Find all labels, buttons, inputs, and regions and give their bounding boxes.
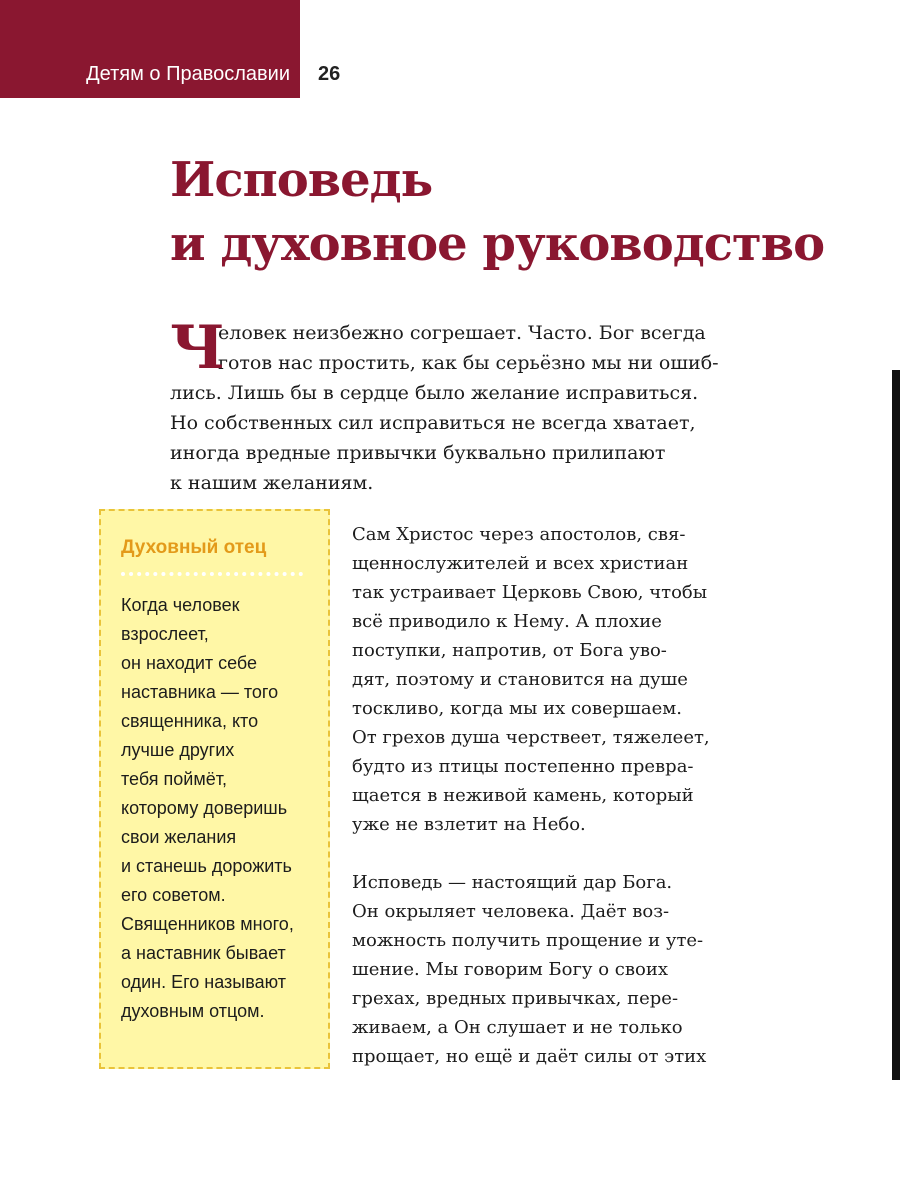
dotted-divider bbox=[121, 572, 303, 576]
sidebar-line: его советом. bbox=[121, 885, 226, 905]
text-line: тоскливо, когда мы их совершаем. bbox=[352, 698, 683, 719]
text-line: дят, поэтому и становится на душе bbox=[352, 669, 688, 690]
chapter-title-line: Исповедь bbox=[170, 152, 433, 208]
sidebar-text bbox=[121, 591, 294, 1026]
text-line: Исповедь — настоящий дар Бога. bbox=[352, 872, 673, 893]
chapter-title-line: и духовное руководство bbox=[170, 216, 825, 272]
sidebar-line: и станешь дорожить bbox=[121, 856, 292, 876]
sidebar-line: свои желания bbox=[121, 827, 237, 847]
sidebar-line: тебя поймёт, bbox=[121, 769, 227, 789]
text-line: так устраивает Церковь Свою, чтобы bbox=[352, 582, 708, 603]
drop-cap: Ч bbox=[170, 313, 225, 383]
paragraph-christ bbox=[352, 520, 742, 839]
sidebar-line: наставника — того bbox=[121, 682, 279, 702]
dropcap-row bbox=[170, 313, 750, 383]
intro-line: Но собственных сил исправиться не всегда хватает, bbox=[170, 412, 696, 434]
sidebar-line: которому доверишь bbox=[121, 798, 288, 818]
book-title: Детям о Православии bbox=[86, 63, 290, 85]
text-line: можность получить прощение и уте- bbox=[352, 930, 704, 951]
sidebar-line: священника, кто bbox=[121, 711, 259, 731]
intro-line: готов нас простить, как бы серьёзно мы ни ошиб- bbox=[218, 352, 719, 374]
text-line: От грехов душа черствеет, тяжелеет, bbox=[352, 727, 710, 748]
text-line: уже не взлетит на Небо. bbox=[352, 814, 586, 835]
text-line: шение. Мы говорим Богу о своих bbox=[352, 959, 669, 980]
chapter-title bbox=[170, 148, 824, 276]
sidebar-line: лучше других bbox=[121, 740, 235, 760]
page-edge-bar bbox=[892, 370, 900, 1080]
intro-paragraph bbox=[170, 313, 750, 498]
sidebar-line: он находит себе bbox=[121, 653, 258, 673]
sidebar-line: духовным отцом. bbox=[121, 1001, 265, 1021]
sidebar-box bbox=[99, 509, 330, 1069]
text-line: Он окрыляет человека. Даёт воз- bbox=[352, 901, 670, 922]
intro-line: иногда вредные привычки буквально прилипают bbox=[170, 442, 666, 464]
main-column bbox=[352, 520, 742, 1071]
intro-line: еловек неизбежно согрешает. Часто. Бог всегда bbox=[218, 322, 706, 344]
text-line: щеннослужителей и всех христиан bbox=[352, 553, 689, 574]
intro-line: к нашим желаниям. bbox=[170, 472, 374, 494]
text-line: поступки, напротив, от Бога уво- bbox=[352, 640, 667, 661]
text-line: щается в неживой камень, который bbox=[352, 785, 694, 806]
sidebar-line: взрослеет, bbox=[121, 624, 209, 644]
sidebar-line: Священников много, bbox=[121, 914, 294, 934]
sidebar-line: один. Его называют bbox=[121, 972, 286, 992]
sidebar-line: Когда человек bbox=[121, 595, 240, 615]
text-line: прощает, но ещё и даёт силы от этих bbox=[352, 1046, 707, 1067]
intro-line: лись. Лишь бы в сердце было желание исправиться. bbox=[170, 382, 699, 404]
text-line: будто из птицы постепенно превра- bbox=[352, 756, 694, 777]
page-number: 26 bbox=[318, 63, 341, 85]
text-line: всё приводило к Нему. А плохие bbox=[352, 611, 662, 632]
text-line: живаем, а Он слушает и не только bbox=[352, 1017, 683, 1038]
text-line: грехах, вредных привычках, пере- bbox=[352, 988, 679, 1009]
sidebar-title: Духовный отец bbox=[121, 537, 267, 558]
sidebar-line: а наставник бывает bbox=[121, 943, 286, 963]
paragraph-confession bbox=[352, 868, 742, 1071]
text-line: Сам Христос через апостолов, свя- bbox=[352, 524, 686, 545]
